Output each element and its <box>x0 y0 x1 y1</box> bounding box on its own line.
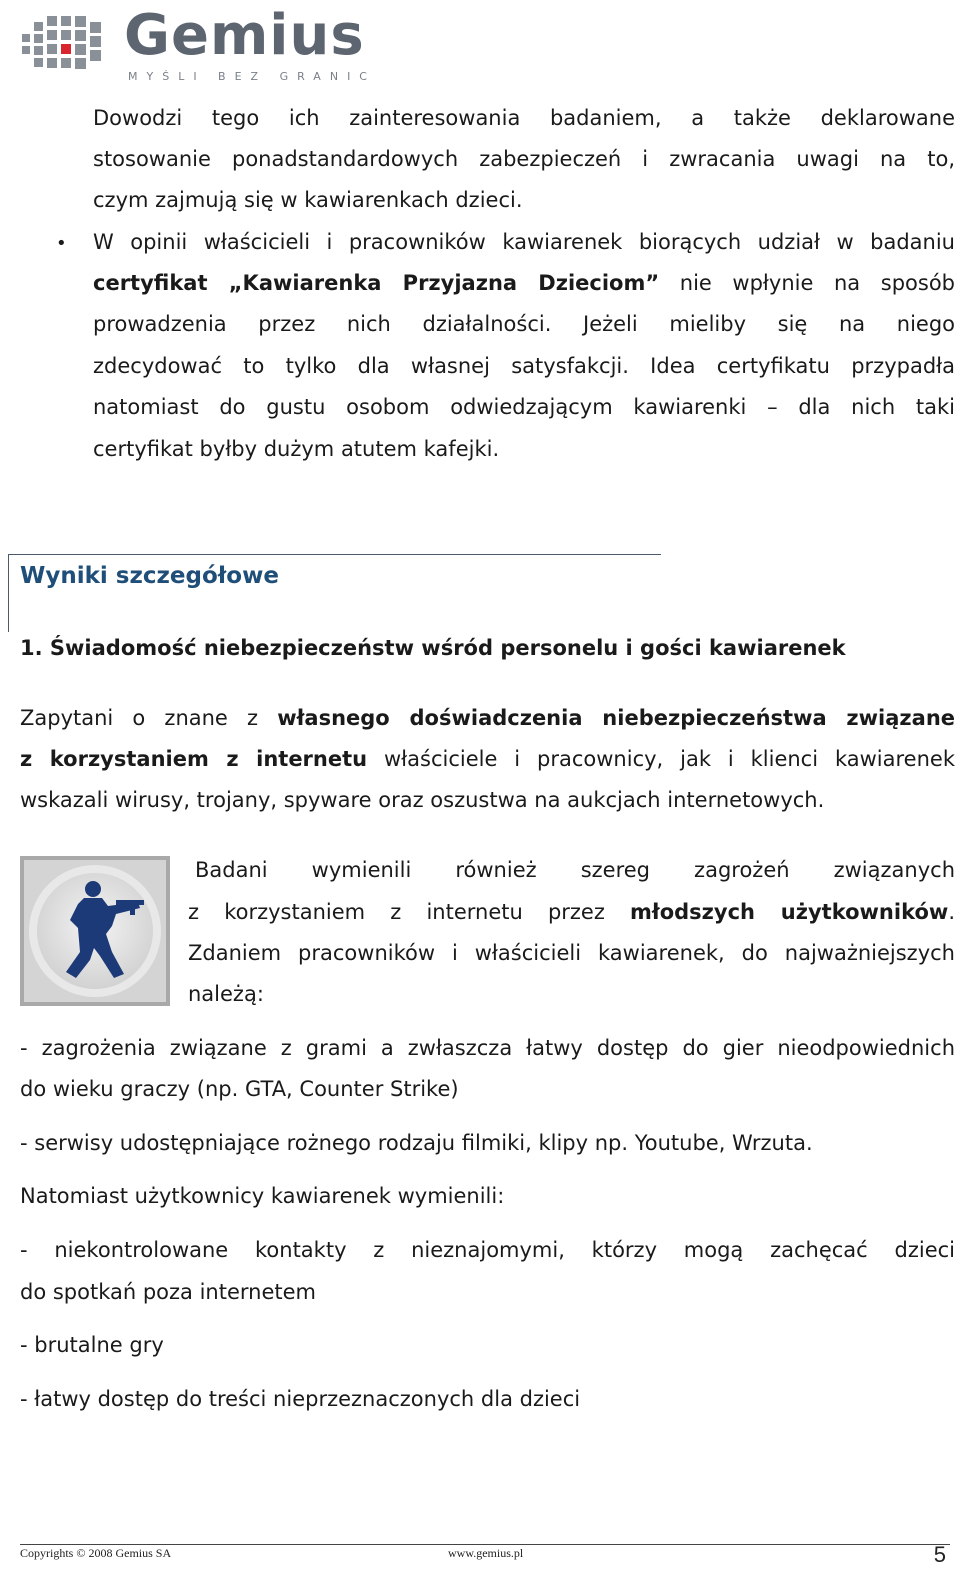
bullet-line-5: natomiast do gustu osobom odwiedzającym kawiarenki – dla nich taki <box>93 395 955 419</box>
para1-line-2-bold: z korzystaniem z internetu <box>20 747 368 771</box>
para2-line-1: Badani wymienili również szereg zagrożeń związanych <box>195 858 955 882</box>
para2-line-2-bold: młodszych użytkowników <box>630 900 949 924</box>
para1-line-1 <box>20 698 955 739</box>
subsection-title: 1. Świadomość niebezpieczeństw wśród personelu i gości kawiarenek <box>20 636 846 660</box>
bullet-line-1: W opinii właścicieli i pracowników kawiarenek biorących udział w badaniu <box>93 230 955 254</box>
bullet-marker: • <box>56 233 67 254</box>
para2-line-4: należą: <box>188 982 264 1006</box>
section-rule-horizontal <box>8 554 661 555</box>
footer-website: www.gemius.pl <box>448 1546 524 1560</box>
footer-copyright: Copyrights © 2008 Gemius SA <box>20 1546 172 1560</box>
para2-line-3: Zdaniem pracowników i właścicieli kawiarenek, do najważniejszych <box>188 941 955 965</box>
intro-line-2: stosowanie ponadstandardowych zabezpieczeń i zwracania uwagi na to, <box>93 147 955 171</box>
para1-line-2 <box>20 739 955 780</box>
list2-item-1-line-2: do spotkań poza internetem <box>20 1280 316 1304</box>
logo-wordmark: Gemius <box>124 3 365 68</box>
bullet-line-2-rest: nie wpłynie na sposób <box>659 271 955 295</box>
bullet-line-2 <box>93 263 955 304</box>
para1-line-1-bold: własnego doświadczenia niebezpieczeństwa związane <box>277 706 956 730</box>
para2-line-2-a: z korzystaniem z internetu przez <box>188 900 631 924</box>
list1-item-1-line-1: - zagrożenia związane z grami a zwłaszcza łatwy dostęp do gier nieodpowiednich <box>20 1036 955 1060</box>
list2-item-3: - łatwy dostęp do treści nieprzeznaczonych dla dzieci <box>20 1387 581 1411</box>
list2-item-1-line-1: - niekontrolowane kontakty z nieznajomymi, którzy mogą zachęcać dzieci <box>20 1238 955 1262</box>
list1-item-2: - serwisy udostępniające rożnego rodzaju filmiki, klipy np. Youtube, Wrzuta. <box>20 1131 813 1155</box>
para1-line-1-a: Zapytani o znane z <box>20 706 278 730</box>
counter-strike-soldier-icon <box>20 856 170 1006</box>
section-rule-vertical <box>8 554 9 632</box>
para1-line-2-rest: właściciele i pracownicy, jak i klienci kawiarenek <box>367 747 955 771</box>
footer-rule <box>20 1544 950 1545</box>
section-title: Wyniki szczegółowe <box>20 563 279 589</box>
para2-line-2 <box>188 892 955 933</box>
intro-line-3: czym zajmują się w kawiarenkach dzieci. <box>93 188 523 212</box>
list1-item-1-line-2: do wieku graczy (np. GTA, Counter Strike) <box>20 1077 459 1101</box>
bullet-line-3: prowadzenia przez nich działalności. Jeżeli mieliby się na niego <box>93 312 955 336</box>
gemius-logo <box>20 3 380 86</box>
para2-line-2-c: . <box>948 900 955 924</box>
page-number: 5 <box>933 1542 946 1567</box>
list2-item-2: - brutalne gry <box>20 1333 164 1357</box>
bullet-line-4: zdecydować to tylko dla własnej satysfakcji. Idea certyfikatu przypadła <box>93 354 955 378</box>
users-intro: Natomiast użytkownicy kawiarenek wymienili: <box>20 1184 505 1208</box>
bullet-line-6: certyfikat byłby dużym atutem kafejki. <box>93 437 500 461</box>
certificate-name: certyfikat „Kawiarenka Przyjazna Dzieciom” <box>93 271 660 295</box>
logo-grid-icon <box>20 12 120 76</box>
intro-line-1: Dowodzi tego ich zainteresowania badaniem, a także deklarowane <box>93 106 955 130</box>
para1-line-3: wskazali wirusy, trojany, spyware oraz oszustwa na aukcjach internetowych. <box>20 788 825 812</box>
logo-tagline: MYŚLI BEZ GRANIC <box>128 70 376 83</box>
